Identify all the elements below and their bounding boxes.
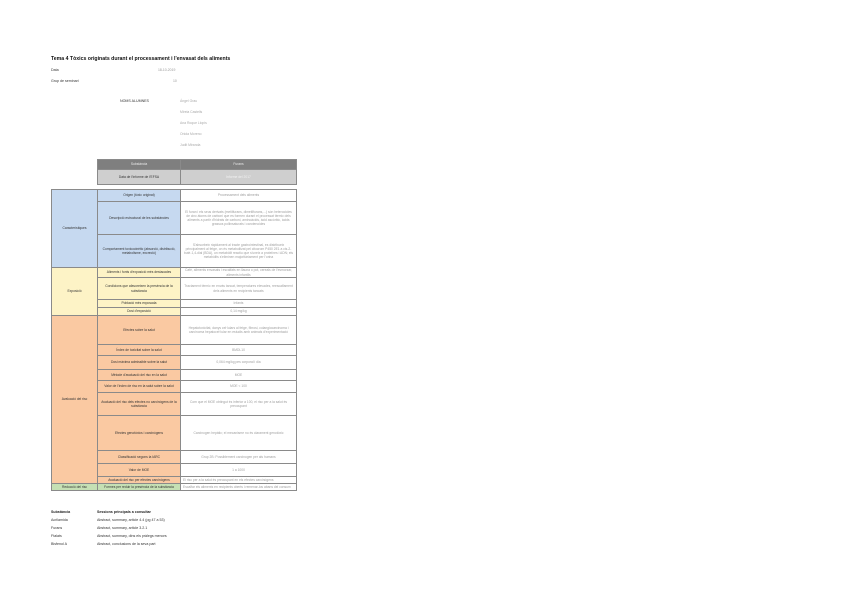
page-title: Tema 4 Tòxics originats durant el processament i l'envasat dels aliments [51, 56, 231, 62]
row-label: Dosi màxima admissible sobre la salut [98, 356, 181, 370]
row-value[interactable]: Infants [181, 300, 297, 308]
row-value[interactable]: Grup 2B: Possiblement carcinogen per als humans [181, 451, 297, 464]
row-value[interactable]: Hepatotoxicitat, danys cel·lulars al fetge, fibrosi, colangiocarcinoma i carcinoma hepatocel·lular en estudis amb animals d'experimentació [181, 316, 297, 345]
row-label: Dosi d'exposició [98, 308, 181, 316]
legend-sessions-header: Sessions principals a consultar [97, 510, 151, 514]
row-label: Formes per reduir la presència de la substància [98, 484, 181, 491]
row-value[interactable]: Escalfar els aliments en recipients oberts i remenar-los abans del consum [181, 484, 297, 491]
category-characteristics: Característiques [52, 190, 98, 268]
row-label: Índex de toxicitat sobre la salut [98, 345, 181, 356]
member-name[interactable]: Ángel Grau [180, 99, 198, 103]
header-substance: Substància [98, 160, 181, 170]
group-label: Grup de seminari [51, 79, 79, 83]
row-label: Avaluació del risc dels efectes no carcinògens de la substància [98, 393, 181, 416]
members-label: NOMS ALUMNES [120, 99, 149, 103]
row-value[interactable]: Carcinogen hepàtic; el mecanisme no és clarament genotòxic [181, 416, 297, 451]
member-name[interactable]: Judit Miranda [180, 143, 201, 147]
legend-substance-header: Substància [51, 510, 71, 514]
row-label: Comportament toxicocinètic (absorció, distribució, metabolisme, excreció) [98, 235, 181, 268]
row-label: Població més exposada [98, 300, 181, 308]
report-date-value[interactable]: Informe del 2017 [181, 170, 297, 185]
legend-substance: Bisfenol A [51, 542, 67, 546]
row-value[interactable]: MOE [181, 370, 297, 381]
legend-substance: Furans [51, 526, 63, 530]
date-label: Data [51, 68, 59, 72]
legend-substance: Acrilamida [51, 518, 68, 522]
row-label: Classificació segons la IARC [98, 451, 181, 464]
row-value[interactable]: S'absorbeix ràpidament al tracte gastrointestinal, es distribueix principalment al fetge, on és metabolitzat pel citocrom P450 2E1 a cis-2-butè-1,4-dial (BDA), un metabòlit reactiu que s'uneix a proteïnes i ADN; els metabòlits s'eliminen majoritàriament per l'orina [181, 235, 297, 268]
report-date-label: Data de l'informe de l'EFSA [98, 170, 181, 185]
row-label: Efectes sobre la salut [98, 316, 181, 345]
row-value[interactable]: 0,064 mg/kg pes corporal i dia [181, 356, 297, 370]
category-risk-reduction: Reducció del risc [52, 484, 98, 491]
row-value[interactable]: BMDL10 [181, 345, 297, 356]
row-value[interactable]: Com que el MOE obtingut és inferior a 100, el risc per a la salut és preocupant [181, 393, 297, 416]
member-name[interactable]: Mireia Castells [180, 110, 203, 114]
category-exposure: Exposició [52, 268, 98, 316]
legend-sessions: Abstract, summary, article 3.2.1 [97, 526, 148, 530]
row-value[interactable]: El furan i els seus derivats (metilfurans, dimetilfurans,...) són heterocicles de cinc àtoms de carboni que es formen durant el processat tèrmic dels aliments a partir d'hidrats de carboni, aminoàcids, àcid ascòrbic, àcids grassos poliinsaturats i carotenoides [181, 202, 297, 235]
member-name[interactable]: Ana Roque Llopis [180, 121, 207, 125]
row-label: Avaluació del risc per efectes carcinògens [98, 477, 181, 484]
row-label: Condicions que afavoreixen la presència de la substància [98, 278, 181, 300]
row-label: Origen (tòxic originat) [98, 190, 181, 202]
risk-assessment-table [51, 159, 297, 491]
category-risk-assessment: Avaluació del risc [52, 316, 98, 484]
legend-sessions: Abstract, conclusions de la seva part [97, 542, 156, 546]
legend-substance: Ftalats [51, 534, 62, 538]
row-label: Valor de MOE [98, 464, 181, 477]
row-value[interactable]: Cafè, aliments envasats i escalfats en llauna o pot, cereals de l'esmorzar, aliments infantils [181, 268, 297, 278]
date-value[interactable]: 18-10-2019 [158, 68, 176, 72]
legend-sessions: Abstract, summary, article 4.4 (pg 47 a 53) [97, 518, 165, 522]
row-value[interactable]: El risc per a la salut és preocupant en els efectes carcinògens [181, 477, 297, 484]
row-value[interactable]: Processament dels aliments [181, 190, 297, 202]
row-label: Descripció estructural de les substàncies [98, 202, 181, 235]
row-label: Aliments i fonts d'exposició més destacades [98, 268, 181, 278]
row-label: Efectes genotòxics i carcinògens [98, 416, 181, 451]
row-label: Mètode d'avaluació del risc en la salut [98, 370, 181, 381]
legend-sessions: Abstract, summary, dins els pràlegs menors [97, 534, 167, 538]
group-value[interactable]: 10 [173, 79, 177, 83]
row-label: Valor de l'índex de risc en la salut sobre la salut [98, 381, 181, 393]
header-substance-value[interactable]: Furans [181, 160, 297, 170]
member-name[interactable]: Oriola Moreno [180, 132, 202, 136]
row-value[interactable]: Tractament tèrmic en envàs tancat, temperatures elevades, reescalfament dels aliments en recipients tancats [181, 278, 297, 300]
row-value[interactable]: 0,14 mg/kg [181, 308, 297, 316]
row-value[interactable]: 1 a 1000 [181, 464, 297, 477]
row-value[interactable]: MOE < 100 [181, 381, 297, 393]
